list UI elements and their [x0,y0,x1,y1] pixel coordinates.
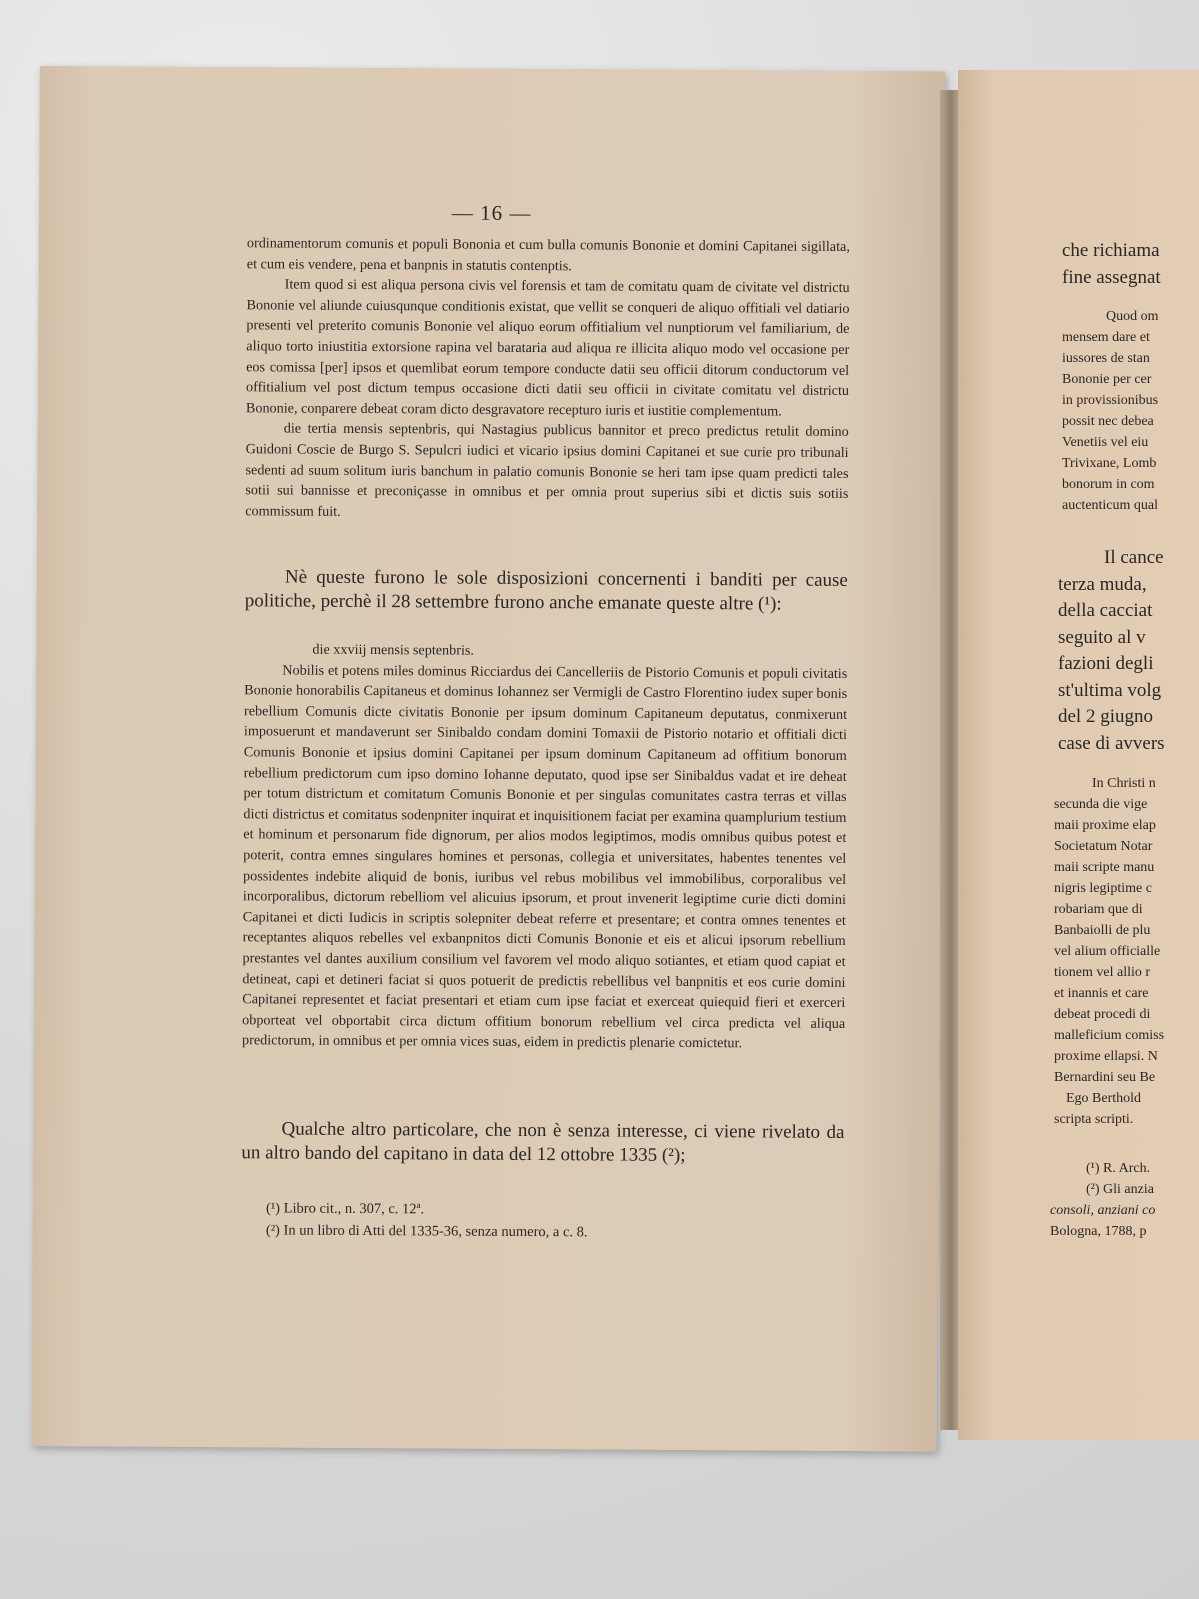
punctuation: ; [680,1144,686,1166]
right-line: robariam que di [1054,902,1143,917]
punctuation: : [776,593,782,615]
right-line: maii proxime elap [1054,818,1156,833]
latin-paragraph: Nobilis et potens miles dominus Ricciardus dei Cancelleriis de Pistorio Comunis et populi civitatis Bononie honorabilis Capitaneus et dominus Iohannez ser Vermigli de Castro Florentino iudex super bonis rebellium Comunis dicte civitatis Bononie per ipsum dominum Capitaneum deputatus, conmixerunt imposuerunt et mandaverunt ser Sinibaldo condam domini Tomaxii de Pistorio notario et offitiali dicti Comunis Bononie et ipsius domini Capitanei per ipsum dominum Capitaneum ad offitium bonorum rebellium predictorum cum ipso domino Iohanne deputato, quod ipse ser Sinibaldus vadat et ire deheat per totum districtum et comitatum Comunis Bononie et per singulas comunitates castra terras et villas dicti districtus et comitatus sodenpniter inquirat et inquisitionem faciat per examina quamplurium testium et hominum et personarum fide dignorum, per alios modos legiptimos, modis omnibus quibus potest et poterit, contra emnes singulares homines et personas, collegia et universitates, habentes tenentes vel possidentes indebite aliquid de bonis, iuribus vel rebus mobilibus vel immobilibus, corporalibus vel incorporalibus, dictorum rebelliom vel alicuius ipsorum, et prout invenerit legiptime curie dicti domini Capitanei et dicti Iudicis in scriptis solepniter debeat referre et presentare; et contra omnes tenentes et receptantes aliquos rebelles vel exbanpnitos dicti Comunis Bononie et eis et alicui ipsorum rebellium prestantes vel dantes auxilium consilium vel favorem vel modo aliquo sotiantes, et etiam quod capiat et detineat, capi et detineri faciat si quos potuerit de predictis rebellibus vel banpnitis et eos curie domini Capitanei representet et faciat presentari et etiam cum ipse faciat et exerceat quiequid fieri et exerceri obporteat vel obportabit circa dictum offitium bonorum rebellium vel circa predicta vel aliqua predictorum, in omnibus et per omnia vices suas, eidem in predictis plenarie comictetur. [242,662,848,1052]
italian-paragraph-2 [241,1117,844,1169]
right-line: tionem vel allio r [1054,965,1151,980]
right-line: consoli, anziani co [1050,1203,1156,1218]
right-line: della cacciat [1058,600,1153,621]
right-line: possit nec debea [1062,414,1154,429]
right-line: Venetiis vel eiu [1062,435,1149,450]
right-line: seguito al v [1058,626,1146,648]
right-line: scripta scripti. [1054,1112,1134,1127]
latin-paragraph: ordinamentorum comunis et populi Bononia et cum bulla comunis Bononie et domini Capitanei sigillata, et cum eis vendere, pena et banpnis in statutis contenptis. [246,235,850,274]
right-line: vel alium officialle [1054,944,1161,959]
right-line: in provissionibus [1062,393,1159,408]
italian-text: Qualche altro particolare, che non è senza interesse, ci viene rivelato da un altro bando del capitano in data del 12 ottobre 1335 [241,1118,845,1166]
right-line: Quod om [1106,309,1159,324]
right-line: Ego Berthold [1066,1091,1142,1106]
latin-paragraph: Item quod si est aliqua persona civis vel forensis et tam de comitatu quam de civitate vel districtu Bononie vel aliunde cuiusqunque conditionis existat, que vellit se conqueri de aliquo offitiali vel datiario presenti vel preterito comunis Bononie vel aliquo eorum offitialium vel nunptiorum vel familiarium, de aliquo torto iniustitia extorsione rapina vel barataria aud aliqua re illicita aliquo modo vel occasione per eos comissa [per] ipsos et quemlibat eorum tempore conducte datii seu officii ditorum conductorum vel offitialium vel post dictum tempus occasione dicti datii seu officii in civitate comitatu vel districtu Bononie, conparere debeat coram dicto desgravatore recepturo iuris et iustitie complementum. [245,276,850,420]
right-block-4 [1054,773,1164,1130]
italian-paragraph-1 [245,565,848,617]
right-line: mensem dare et [1062,330,1150,345]
right-line: Trivixane, Lomb [1062,456,1157,471]
right-line: che richiama [1062,240,1160,261]
right-line: Bologna, 1788, p [1050,1224,1147,1239]
right-line: proxime ellapsi. N [1054,1049,1158,1064]
latin-paragraph: die tertia mensis septenbris, qui Nastagius publicus bannitor et preco predictus retulit domino Guidoni Coscie de Burgo S. Sepulcri iudici et vicario ipsius domini Capitanei et sue curie pro tribunali sedenti ad suum solitum iuris banchum in palatio comunis Bononie se heri tam ipse quam predicti tales sotii sui bannisse et preconiçasse in omnibus et per omnia prout superius sibi et dictis suis sotiis commissum fuit. [245,420,849,520]
right-page [958,70,1199,1440]
right-line: maii scripte manu [1054,860,1155,875]
date-line: die xxviij mensis septenbris. [312,641,475,659]
right-line: iussores de stan [1062,351,1150,366]
right-line: fazioni degli [1058,653,1154,674]
right-line: Bononie per cer [1062,372,1152,387]
right-line: Societatum Notar [1054,839,1153,854]
footnote-ref: (²) [661,1144,681,1166]
right-line: In Christi n [1092,776,1156,791]
latin-block-2 [242,639,848,1055]
footnotes [266,1197,826,1244]
right-line: (²) Gli anzia [1086,1182,1154,1197]
right-line: case di avvers [1058,732,1165,754]
right-footnotes [1050,1158,1155,1242]
right-line: terza muda, [1058,573,1147,595]
right-block-2 [1062,306,1159,516]
page-number: — 16 — [451,200,532,226]
right-line: debeat procedi di [1054,1007,1151,1022]
footnote-ref: (¹) [757,593,777,615]
right-line: del 2 giugno [1058,706,1153,727]
right-line: secunda die vige [1054,797,1148,812]
right-line: Bernardini seu Be [1054,1070,1156,1085]
right-line: fine assegnat [1062,266,1161,288]
right-line: auctenticum qual [1062,498,1159,513]
left-page [32,66,945,1452]
footnote: (¹) Libro cit., n. 307, c. 12ª. [265,1200,425,1218]
right-block-1 [1062,238,1161,291]
right-line: Il cance [1104,547,1164,568]
right-line: bonorum in com [1062,477,1155,492]
italian-text: Nè queste furono le sole disposizioni concernenti i banditi per cause politiche, perchè il 28 settembre furono anche emanate queste altre [244,566,848,615]
right-line: malleficium comiss [1054,1028,1165,1043]
latin-block-1 [245,233,850,525]
right-line: st'ultima volg [1058,679,1162,701]
right-line: (¹) R. Arch. [1086,1161,1151,1176]
right-line: nigris legiptime c [1054,881,1152,896]
right-line: et inannis et care [1054,986,1149,1001]
footnote: (²) In un libro di Atti del 1335-36, senza numero, a c. 8. [265,1222,588,1241]
right-block-3 [1058,545,1165,757]
right-line: Banbaiolli de plu [1054,923,1151,938]
